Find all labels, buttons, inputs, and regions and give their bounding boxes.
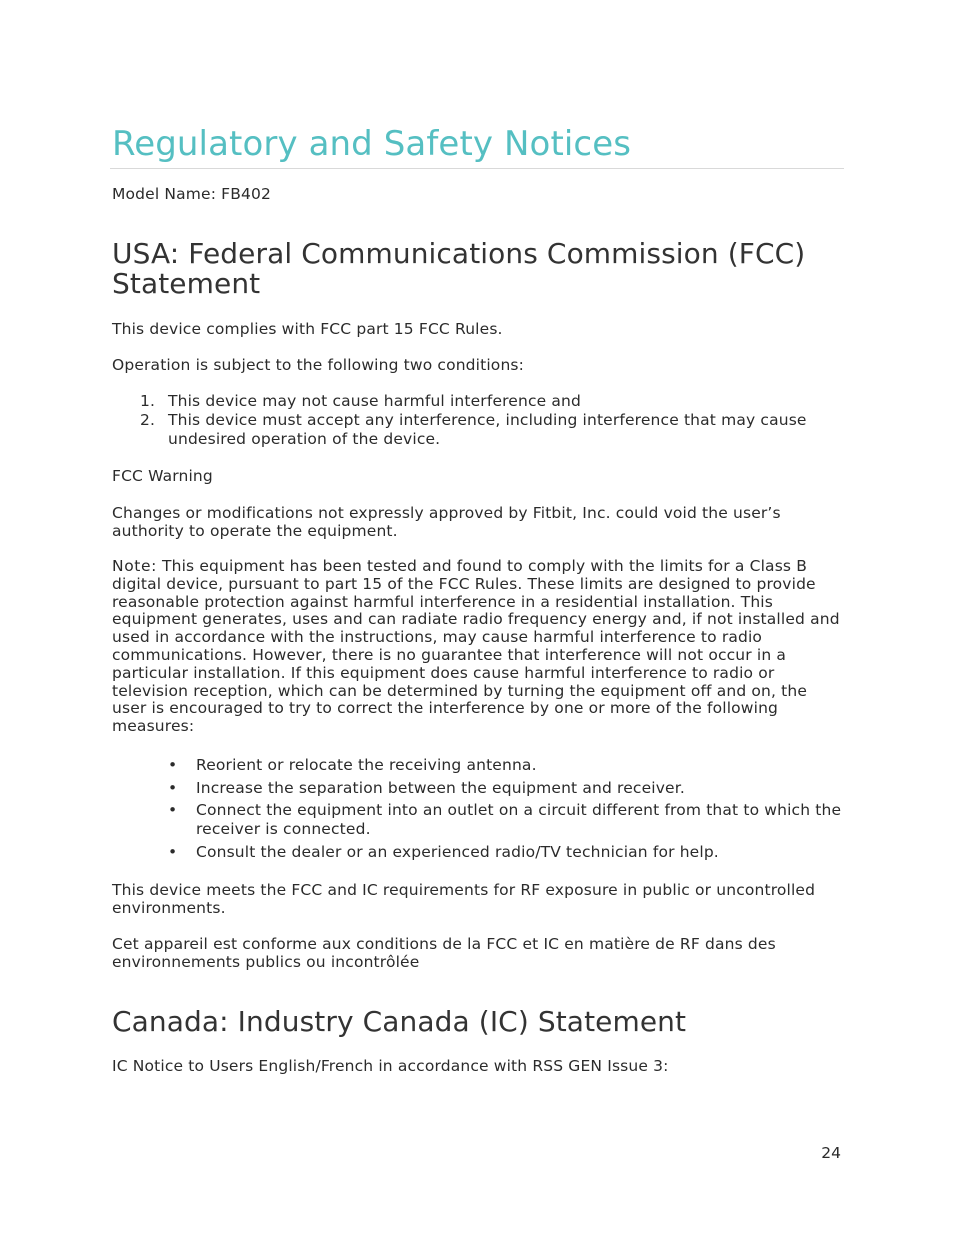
list-number: 2. [140,411,156,429]
list-item [112,801,844,839]
fcc-conditions-list [112,392,844,449]
list-item [112,843,844,862]
model-name: Model Name: FB402 [112,185,272,203]
fcc-heading: USA: Federal Communications Commission (FCC) Statement [112,237,806,300]
list-item-text: This device must accept any interference, including interference that may cause undesired operation of the device. [168,411,807,448]
list-item-text: Reorient or relocate the receiving antenna. [196,756,537,774]
title-divider [110,168,844,169]
bullet-icon: • [168,842,178,861]
list-item [112,411,844,449]
fcc-measures-list [112,756,844,865]
list-item-text: Consult the dealer or an experienced radio/TV technician for help. [196,842,719,861]
fcc-warning-label: FCC Warning [112,467,213,485]
note-label: Note: [112,557,157,575]
fcc-note-paragraph [112,558,844,736]
page-title: Regulatory and Safety Notices [112,124,632,164]
ic-heading: Canada: Industry Canada (IC) Statement [112,1005,687,1038]
list-number: 1. [140,392,156,410]
list-item-text: This device may not cause harmful interference and [168,392,582,410]
list-item [112,756,844,775]
list-item [112,392,844,411]
bullet-icon: • [168,801,178,819]
fcc-changes-text: Changes or modifications not expressly approved by Fitbit, Inc. could void the user’s authority to operate the equipment. [112,504,781,540]
list-item-text: Connect the equipment into an outlet on a circuit different from that to which the receiver is connected. [196,801,842,838]
fcc-conditions-intro: Operation is subject to the following two conditions: [112,356,525,374]
bullet-icon: • [168,756,178,774]
note-text: This equipment has been tested and found to comply with the limits for a Class B digital device, pursuant to part 15 of the FCC Rules. These limits are designed to provide reasonable protection against harmful interference in a residential installation. This equipment generates, uses and can radiate radio frequency energy and, if not installed and used in accordance with the instructions, may cause harmful interference to radio communications. However, there is no guarantee that interference will not occur in a particular installation. If this equipment does cause harmful interference to radio or television reception, which can be determined by turning the equipment off and on, the user is encouraged to try to correct the interference by one or more of the following measures: [112,557,840,736]
ic-notice-text: IC Notice to Users English/French in accordance with RSS GEN Issue 3: [112,1057,669,1075]
list-item-text: Increase the separation between the equipment and receiver. [196,778,685,797]
fcc-complies-text: This device complies with FCC part 15 FCC Rules. [112,320,503,338]
page-number: 24 [821,1144,841,1162]
rf-exposure-french: Cet appareil est conforme aux conditions de la FCC et IC en matière de RF dans des environnements publics ou incontrôlée [112,935,776,971]
rf-exposure-english: This device meets the FCC and IC requirements for RF exposure in public or uncontrolled environments. [112,881,816,917]
list-item [112,779,844,798]
bullet-icon: • [168,778,178,797]
